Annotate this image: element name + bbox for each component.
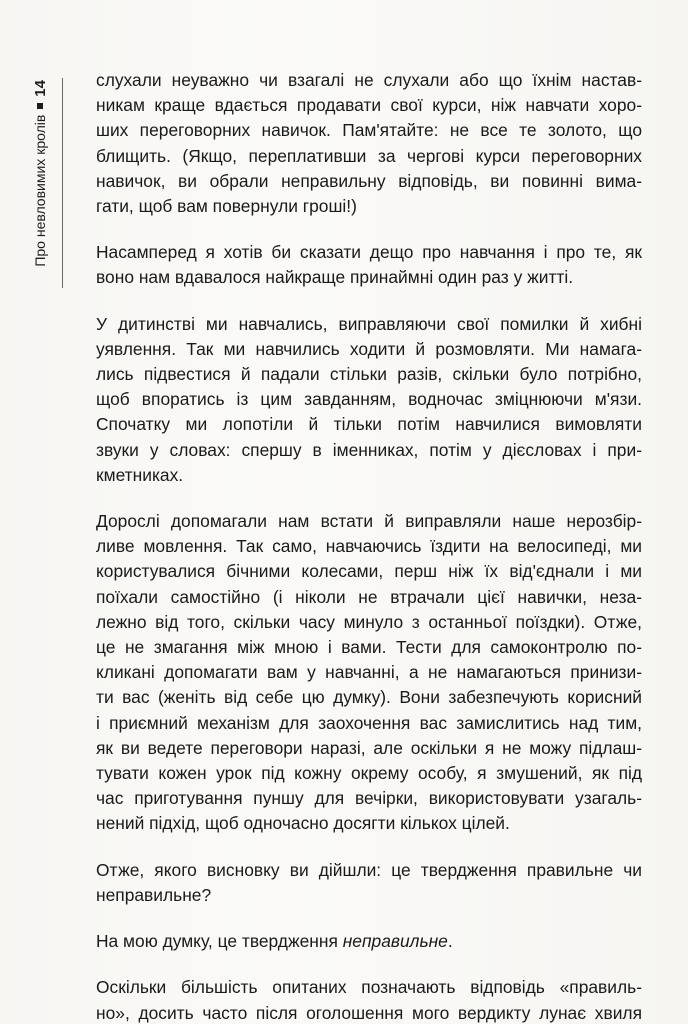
page-number: 14 [31,80,49,97]
paragraph-6 [96,929,642,954]
text-line: гати, щоб вам повернули гроші!) [96,196,357,217]
paragraph-3 [96,312,642,488]
text-line: лежно від того, скільки часу минуло з останньої поїздки). Отже, [96,611,642,632]
text-line: Оскільки більшість опитаних позначають відповідь «правиль- [96,977,642,998]
text-line: користувалися бічними колесами, перш ніж їх від'єднали і ми [96,561,642,582]
text-line: Спочатку ми лопотіли й тільки потім навчилися вимовляти [96,414,642,435]
text-line: никам краще вдається продавати свої курси, ніж навчати хоро- [96,95,642,116]
text-line: Насамперед я хотів би сказати дещо про навчання і про те, як [96,242,642,263]
vertical-rule [62,78,63,288]
statement-suffix: . [447,931,453,952]
text-line: Дорослі допомагали нам встати й виправляли наше нерозбір- [96,511,642,532]
running-head-title: Про невловимих кролів [32,114,48,267]
text-line: навичок, ви обрали неправильну відповідь, ви повинні вима- [96,170,642,191]
text-line: поїхали самостійно (і ніколи не втрачали цієї навички, неза- [96,586,642,607]
text-line: но», досить часто після оголошення мого вердикту лунає хвиля [96,1002,642,1023]
text-line: неправильне? [96,884,212,905]
emphasis-word: неправильне [342,931,448,952]
text-line: звуки у словах: спершу в іменниках, потім у дієсловах і при- [96,439,642,460]
body-text [96,68,642,1024]
text-line [96,929,642,954]
paragraph-2 [96,240,642,290]
text-line: як ви ведете переговори наразі, але оскільки я не можу підлаш- [96,737,642,758]
statement-prefix: На мою думку, це твердження [96,931,343,952]
running-head-text [30,80,50,285]
text-line: це не змагання між мною і вами. Тести для самоконтролю по- [96,637,642,658]
text-line: воно нам вдавалося найкраще принаймні один раз у житті. [96,267,574,288]
text-line: кметниках. [96,464,184,485]
text-line: ти вас (женіть від себе цю думку). Вони забезпечують корисний [96,687,642,708]
text-line: уявлення. Так ми навчились ходити й розмовляти. Ми намага- [96,338,642,359]
text-line: час приготування пуншу для вечірки, використовувати узагаль- [96,788,642,809]
paragraph-7 [96,975,642,1024]
text-line: нений підхід, щоб одночасно досягти кількох цілей. [96,813,510,834]
paragraph-1 [96,68,642,219]
text-line: Отже, якого висновку ви дійшли: це твердження правильне чи [96,859,642,880]
paragraph-5 [96,858,642,908]
text-line: і приємний механізм для заохочення вас замислитись над тим, [96,712,642,733]
text-line: слухали неуважно чи взагалі не слухали або що їхнім настав- [96,70,642,90]
text-line: ших переговорних навичок. Пам'ятайте: не все те золото, що [96,120,642,141]
text-line: щоб впоратись із цим завданням, водночас зміцнюючи м'язи. [96,389,642,410]
running-head [30,80,50,285]
text-line: тувати кожен урок під кожну окрему особу, я змушений, як під [96,763,642,784]
text-line: кликані допомагати вам у навчанні, а не намагаються принизи- [96,662,642,683]
text-line: У дитинстві ми навчались, виправляючи свої помилки й хибні [96,313,642,334]
text-line: блищить. (Якщо, переплативши за чергові курси переговорних [96,145,642,166]
paragraph-4 [96,509,642,837]
text-line: лись підвестися й падали стільки разів, скільки було потрібно, [96,364,642,385]
text-line: ливе мовлення. Так само, навчаючись їздити на велосипеді, ми [96,536,642,557]
square-bullet-icon [37,103,43,109]
